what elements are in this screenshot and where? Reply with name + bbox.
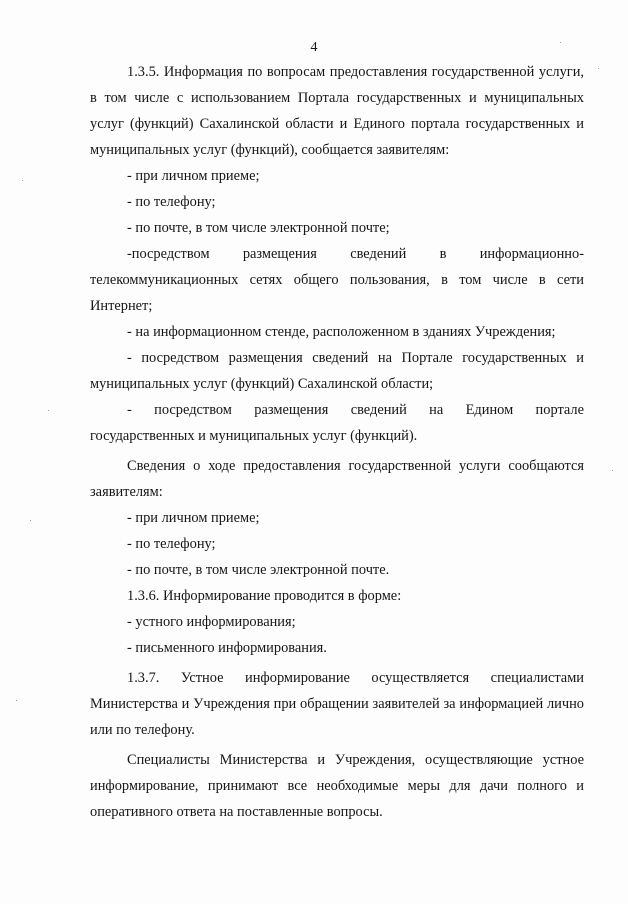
list-item: - по телефону; <box>127 536 216 552</box>
list-item: - при личном приеме; <box>127 168 260 184</box>
scan-speck <box>48 410 49 411</box>
paragraph-internet-rest: телекоммуникационных сетях общего пользования, в том числе в сети Интернет; <box>90 272 584 314</box>
list-item-stend: - на информационном стенде, расположенном в зданиях Учреждения; <box>127 324 556 340</box>
list-item: - по телефону; <box>127 194 216 210</box>
paragraph-portal-sakhalin: - посредством размещения сведений на Портале государственных и муниципальных услуг (функций) Сахалинской области; <box>90 350 584 392</box>
scan-speck <box>22 180 23 181</box>
scan-speck <box>30 520 31 521</box>
list-item: - по почте, в том числе электронной почте. <box>127 562 390 578</box>
scan-speck <box>16 700 17 701</box>
paragraph-edinyi-portal-rest: государственных и муниципальных услуг (функций). <box>90 428 418 444</box>
page-number: 4 <box>310 40 318 55</box>
scan-speck <box>598 68 599 69</box>
list-item: - письменного информирования. <box>127 640 327 656</box>
paragraph-internet-line1: -посредством размещения сведений в информационно- <box>127 246 584 262</box>
list-item: - по почте, в том числе электронной почте; <box>127 220 390 236</box>
scan-speck <box>560 42 561 43</box>
list-item: - при личном приеме; <box>127 510 260 526</box>
paragraph-edinyi-portal-line1: - посредством размещения сведений на Едином портале <box>127 402 584 418</box>
document-body <box>90 59 584 825</box>
scan-speck <box>612 470 613 471</box>
paragraph-specialists: Специалисты Министерства и Учреждения, осуществляющие устное информирование, принимают все необходимые меры для дачи полного и оперативного ответа на поставленные вопросы. <box>90 752 584 820</box>
paragraph-1-3-5: 1.3.5. Информация по вопросам предоставления государственной услуги, в том числе с использованием Портала государственных и муниципальных услуг (функций) Сахалинской области и Единого портала государственных и муниципальных услуг (функций), сообщается заявителям: <box>90 64 584 158</box>
paragraph-svedeniya: Сведения о ходе предоставления государственной услуги сообщаются заявителям: <box>90 458 584 500</box>
list-item: - устного информирования; <box>127 614 296 630</box>
paragraph-1-3-6: 1.3.6. Информирование проводится в форме: <box>127 588 402 604</box>
paragraph-1-3-7: 1.3.7. Устное информирование осуществляется специалистами Министерства и Учреждения при обращении заявителей за информацией лично или по телефону. <box>90 670 584 738</box>
